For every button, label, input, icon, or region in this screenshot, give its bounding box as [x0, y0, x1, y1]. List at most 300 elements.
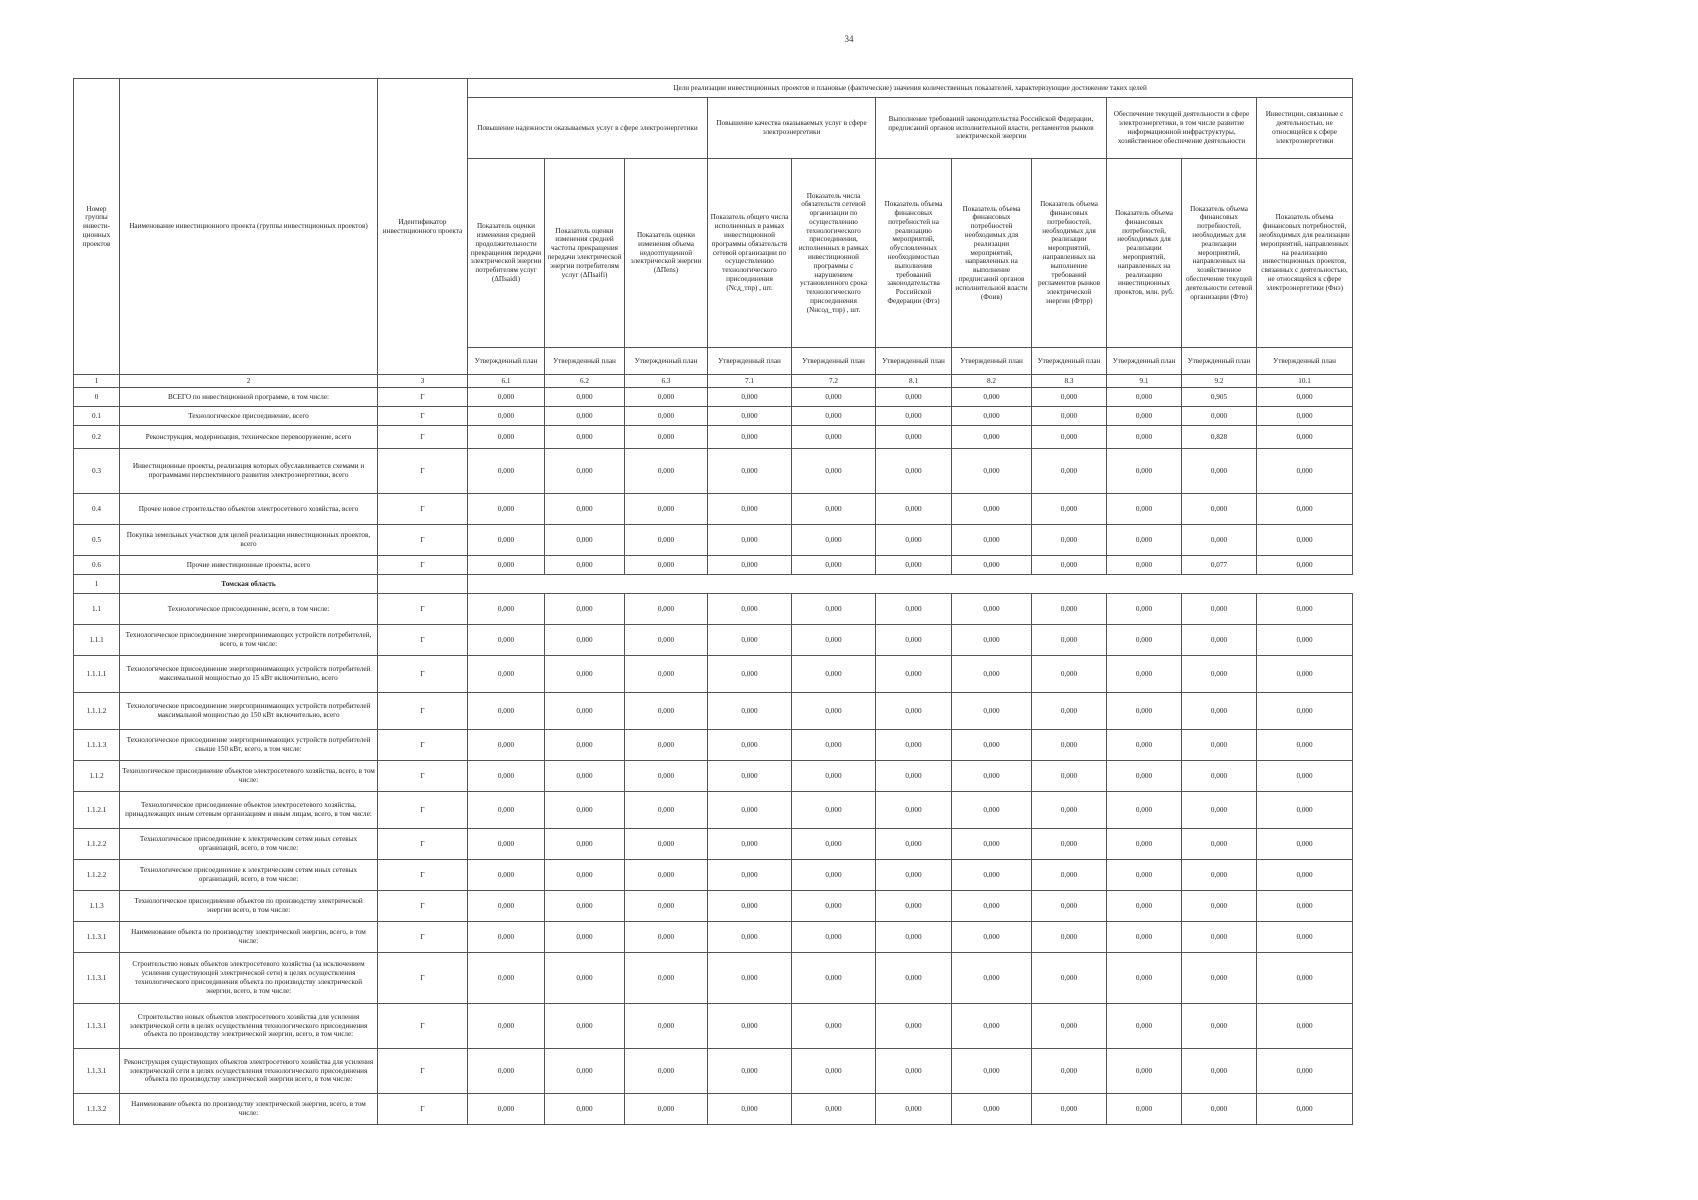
value-cell: 0,000: [708, 761, 792, 792]
value-cell: 0,000: [952, 953, 1032, 1004]
value-cell: 0,000: [1107, 388, 1182, 407]
header-plan-label: Утвержденный план: [1182, 348, 1257, 375]
table-row: [74, 388, 1353, 407]
value-cell: 0,000: [952, 556, 1032, 575]
value-cell: 0,000: [708, 494, 792, 525]
header-col-number: 6.2: [545, 375, 625, 388]
project-id: Г: [378, 891, 468, 922]
row-number: 1.1.2.2: [74, 829, 120, 860]
value-cell: 0,000: [625, 953, 708, 1004]
table-row: [74, 594, 1353, 625]
value-cell: 0,000: [1107, 1004, 1182, 1049]
project-id: Г: [378, 656, 468, 693]
value-cell: 0,000: [792, 556, 876, 575]
value-cell: 0,000: [1032, 730, 1107, 761]
value-cell: 0,000: [1257, 922, 1353, 953]
value-cell: 0,000: [1032, 388, 1107, 407]
value-cell: 0,000: [708, 1094, 792, 1125]
value-cell: 0,000: [545, 426, 625, 449]
region-row: [74, 575, 1353, 594]
header-indicator: Показатель объема финансовых потребностей, необходимых для реализации мероприятий, направленных на реализацию инвестиционных проектов, млн. руб.: [1107, 159, 1182, 348]
value-cell: 0,000: [1257, 891, 1353, 922]
value-cell: 0,000: [792, 730, 876, 761]
value-cell: 0,000: [625, 693, 708, 730]
value-cell: 0,000: [1182, 594, 1257, 625]
header-col-number: 3: [378, 375, 468, 388]
value-cell: 0,000: [952, 829, 1032, 860]
value-cell: 0,000: [708, 953, 792, 1004]
project-name: Технологическое присоединение энергопринимающих устройств потребителей максимальной мощностью до 150 кВт включительно, всего: [120, 693, 378, 730]
value-cell: 0,000: [1107, 693, 1182, 730]
value-cell: 0,000: [625, 891, 708, 922]
header-indicator: Показатель оценки изменения средней частоты прекращения передачи электрической энергии потребителям услуг (ΔПsaifi): [545, 159, 625, 348]
header-plan-label: Утвержденный план: [876, 348, 952, 375]
value-cell: 0,000: [708, 693, 792, 730]
row-number: 0.6: [74, 556, 120, 575]
value-cell: 0,000: [1182, 792, 1257, 829]
value-cell: 0,000: [876, 922, 952, 953]
value-cell: 0,000: [952, 730, 1032, 761]
value-cell: 0,000: [1107, 792, 1182, 829]
value-cell: 0,000: [876, 556, 952, 575]
project-id: Г: [378, 922, 468, 953]
table-row: [74, 449, 1353, 494]
project-id: Г: [378, 556, 468, 575]
value-cell: 0,000: [1257, 792, 1353, 829]
value-cell: 0,000: [625, 1094, 708, 1125]
header-col-number: 9.2: [1182, 375, 1257, 388]
header-col-number: 8.3: [1032, 375, 1107, 388]
value-cell: 0,000: [1257, 860, 1353, 891]
table-row: [74, 656, 1353, 693]
value-cell: 0,000: [1032, 953, 1107, 1004]
value-cell: 0,000: [1257, 730, 1353, 761]
project-name: Технологическое присоединение объектов электросетевого хозяйства, принадлежащих иным сетевым организациям и иным лицам, всего, в том числе:: [120, 792, 378, 829]
value-cell: 0,000: [468, 829, 545, 860]
value-cell: 0,000: [952, 1049, 1032, 1094]
value-cell: 0,000: [1182, 829, 1257, 860]
value-cell: 0,000: [708, 388, 792, 407]
value-cell: 0,000: [1257, 388, 1353, 407]
value-cell: 0,000: [545, 860, 625, 891]
value-cell: 0,000: [1032, 922, 1107, 953]
value-cell: 0,000: [1182, 1049, 1257, 1094]
value-cell: 0,000: [625, 449, 708, 494]
value-cell: 0,000: [625, 922, 708, 953]
row-number: 0.5: [74, 525, 120, 556]
header-indicator: Показатель объема финансовых потребностей, необходимых для реализации мероприятий, направленных на реализацию инвестиционных проектов, связанных с деятельностью, не относящейся к сфере электроэнергетики (Фнэ): [1257, 159, 1353, 348]
value-cell: 0,000: [876, 730, 952, 761]
value-cell: 0,000: [1257, 625, 1353, 656]
header-col-id: Идентификатор инвестиционного проекта: [378, 79, 468, 375]
row-number: 0.4: [74, 494, 120, 525]
project-id: Г: [378, 625, 468, 656]
value-cell: 0,000: [625, 594, 708, 625]
value-cell: 0,000: [1107, 625, 1182, 656]
value-cell: 0,000: [952, 525, 1032, 556]
row-number: 1.1.3.1: [74, 953, 120, 1004]
project-id: Г: [378, 525, 468, 556]
value-cell: 0,000: [1032, 449, 1107, 494]
value-cell: 0,000: [468, 730, 545, 761]
value-cell: 0,000: [876, 953, 952, 1004]
value-cell: 0,000: [952, 891, 1032, 922]
value-cell: 0,000: [545, 388, 625, 407]
value-cell: 0,000: [545, 891, 625, 922]
value-cell: 0,000: [1257, 761, 1353, 792]
value-cell: 0,000: [952, 922, 1032, 953]
value-cell: 0,000: [708, 594, 792, 625]
header-plan-label: Утвержденный план: [1257, 348, 1353, 375]
value-cell: 0,000: [1257, 426, 1353, 449]
value-cell: 0,000: [952, 625, 1032, 656]
table-row: [74, 829, 1353, 860]
header-goals: Цели реализации инвестиционных проектов и плановые (фактические) значения количественных показателей, характеризующие достижение таких целей: [468, 79, 1353, 98]
value-cell: 0,000: [468, 1094, 545, 1125]
project-name: ВСЕГО по инвестиционной программе, в том числе:: [120, 388, 378, 407]
empty-cell: [378, 575, 468, 594]
project-name: Технологическое присоединение, всего: [120, 407, 378, 426]
value-cell: 0,000: [876, 829, 952, 860]
project-id: Г: [378, 594, 468, 625]
header-col-number: 1: [74, 375, 120, 388]
row-number: 1.1.3.1: [74, 1049, 120, 1094]
value-cell: 0,000: [1032, 426, 1107, 449]
value-cell: 0,000: [952, 494, 1032, 525]
value-cell: 0,000: [876, 1049, 952, 1094]
value-cell: 0,000: [708, 891, 792, 922]
header-plan-label: Утвержденный план: [545, 348, 625, 375]
value-cell: 0,000: [876, 792, 952, 829]
value-cell: 0,000: [468, 792, 545, 829]
header-col-number: 8.1: [876, 375, 952, 388]
value-cell: 0,000: [1107, 1049, 1182, 1094]
row-number: 1.1.1.1: [74, 656, 120, 693]
value-cell: 0,000: [1107, 1094, 1182, 1125]
row-number: 1.1.1.2: [74, 693, 120, 730]
value-cell: 0,000: [1032, 693, 1107, 730]
value-cell: 0,000: [545, 407, 625, 426]
value-cell: 0,000: [792, 625, 876, 656]
value-cell: 0,000: [792, 693, 876, 730]
value-cell: 0,000: [545, 792, 625, 829]
value-cell: 0,000: [708, 426, 792, 449]
header-col-number: 2: [120, 375, 378, 388]
value-cell: 0,000: [1182, 922, 1257, 953]
value-cell: 0,000: [1032, 761, 1107, 792]
value-cell: 0,000: [1182, 407, 1257, 426]
value-cell: 0,000: [708, 556, 792, 575]
value-cell: 0,000: [876, 656, 952, 693]
value-cell: 0,000: [1182, 1094, 1257, 1125]
value-cell: 0,000: [1107, 761, 1182, 792]
value-cell: 0,000: [1032, 891, 1107, 922]
value-cell: 0,000: [1257, 556, 1353, 575]
value-cell: 0,000: [468, 494, 545, 525]
value-cell: 0,000: [1032, 525, 1107, 556]
value-cell: 0,000: [1257, 525, 1353, 556]
value-cell: 0,000: [1257, 449, 1353, 494]
value-cell: 0,000: [545, 556, 625, 575]
value-cell: 0,000: [625, 829, 708, 860]
value-cell: 0,000: [952, 594, 1032, 625]
value-cell: 0,000: [876, 693, 952, 730]
project-name: Реконструкция существующих объектов электросетевого хозяйства для усиления электрической сети в целях осуществления технологического присоединения объекта по производству электрической энергии всего, в том числе:: [120, 1049, 378, 1094]
value-cell: 0,000: [1107, 556, 1182, 575]
header-plan-label: Утвержденный план: [468, 348, 545, 375]
header-group-quality: Повышение качества оказываемых услуг в сфере электроэнергетики: [708, 98, 876, 159]
value-cell: 0,000: [625, 388, 708, 407]
row-number: 0.2: [74, 426, 120, 449]
value-cell: 0,000: [1032, 494, 1107, 525]
value-cell: 0,000: [468, 891, 545, 922]
header-row-col-numbers: [74, 375, 1353, 388]
project-id: Г: [378, 792, 468, 829]
row-number: 1: [74, 575, 120, 594]
value-cell: 0,000: [1182, 525, 1257, 556]
value-cell: 0,000: [1257, 829, 1353, 860]
value-cell: 0,000: [1107, 829, 1182, 860]
table-row: [74, 1049, 1353, 1094]
value-cell: 0,000: [708, 525, 792, 556]
header-plan-label: Утвержденный план: [1032, 348, 1107, 375]
value-cell: 0,000: [625, 730, 708, 761]
value-cell: 0,000: [952, 1094, 1032, 1125]
value-cell: 0,000: [468, 860, 545, 891]
value-cell: 0,000: [468, 388, 545, 407]
value-cell: 0,000: [876, 407, 952, 426]
value-cell: 0,000: [952, 407, 1032, 426]
value-cell: 0,000: [625, 860, 708, 891]
value-cell: 0,000: [468, 525, 545, 556]
project-name: Технологическое присоединение к электрическим сетям иных сетевых организаций, всего, в том числе:: [120, 829, 378, 860]
project-id: Г: [378, 494, 468, 525]
row-number: 1.1.2.1: [74, 792, 120, 829]
header-col-number: 7.2: [792, 375, 876, 388]
value-cell: 0,000: [468, 693, 545, 730]
value-cell: 0,000: [1257, 693, 1353, 730]
table-row: [74, 556, 1353, 575]
value-cell: 0,000: [792, 922, 876, 953]
value-cell: 0,000: [625, 625, 708, 656]
project-id: Г: [378, 761, 468, 792]
row-number: 1.1.3.2: [74, 1094, 120, 1125]
value-cell: 0,000: [792, 953, 876, 1004]
value-cell: 0,000: [1182, 1004, 1257, 1049]
value-cell: 0,000: [792, 525, 876, 556]
value-cell: 0,000: [1182, 656, 1257, 693]
project-id: Г: [378, 730, 468, 761]
value-cell: 0,000: [952, 656, 1032, 693]
value-cell: 0,000: [545, 922, 625, 953]
value-cell: 0,000: [545, 1049, 625, 1094]
value-cell: 0,000: [952, 860, 1032, 891]
value-cell: 0,000: [708, 922, 792, 953]
value-cell: 0,000: [625, 1004, 708, 1049]
header-plan-label: Утвержденный план: [625, 348, 708, 375]
value-cell: 0,000: [468, 556, 545, 575]
project-id: Г: [378, 829, 468, 860]
value-cell: 0,000: [545, 1004, 625, 1049]
value-cell: 0,000: [1032, 792, 1107, 829]
value-cell: 0,000: [952, 693, 1032, 730]
table-row: [74, 953, 1353, 1004]
value-cell: 0,000: [876, 525, 952, 556]
value-cell: 0,000: [545, 761, 625, 792]
value-cell: 0,000: [1182, 730, 1257, 761]
value-cell: 0,000: [876, 594, 952, 625]
value-cell: 0,000: [708, 792, 792, 829]
header-indicator: Показатель числа обязательств сетевой организации по осуществлению технологического присоединения, исполненных в рамках инвестиционной программы с нарушением установленного срока технологического присоединения (Nнсод_тпр) , шт.: [792, 159, 876, 348]
value-cell: 0,000: [708, 1049, 792, 1094]
value-cell: 0,000: [1107, 407, 1182, 426]
table-row: [74, 494, 1353, 525]
value-cell: 0,000: [792, 1004, 876, 1049]
value-cell: 0,000: [1182, 860, 1257, 891]
value-cell: 0,000: [792, 449, 876, 494]
row-number: 1.1.3.1: [74, 922, 120, 953]
value-cell: 0,000: [876, 891, 952, 922]
value-cell: 0,000: [1107, 594, 1182, 625]
value-cell: 0,000: [545, 494, 625, 525]
header-col-number: 7.1: [708, 375, 792, 388]
value-cell: 0,000: [1032, 829, 1107, 860]
project-id: Г: [378, 1004, 468, 1049]
header-indicator: Показатель оценки изменения средней продолжительности прекращения передачи электрической энергии потребителям услуг (ΔПsaidi): [468, 159, 545, 348]
project-name: Наименование объекта по производству электрической энергии, всего, в том числе:: [120, 922, 378, 953]
value-cell: 0,000: [1257, 1049, 1353, 1094]
value-cell: 0,000: [792, 594, 876, 625]
value-cell: 0,000: [1032, 656, 1107, 693]
value-cell: 0,000: [1032, 1049, 1107, 1094]
value-cell: 0,000: [1107, 426, 1182, 449]
project-name: Прочее новое строительство объектов электросетевого хозяйства, всего: [120, 494, 378, 525]
value-cell: 0,000: [1182, 693, 1257, 730]
table-row: [74, 525, 1353, 556]
value-cell: 0,000: [1182, 761, 1257, 792]
header-col-number: 10.1: [1257, 375, 1353, 388]
value-cell: 0,000: [468, 426, 545, 449]
value-cell: 0,000: [468, 1004, 545, 1049]
header-row-goals: [74, 79, 1353, 98]
row-number: 1.1.1: [74, 625, 120, 656]
project-id: Г: [378, 1094, 468, 1125]
page-number: 34: [844, 34, 854, 44]
value-cell: 0,000: [625, 1049, 708, 1094]
value-cell: 0,000: [1257, 1094, 1353, 1125]
value-cell: 0,000: [876, 860, 952, 891]
value-cell: 0,000: [876, 426, 952, 449]
value-cell: 0,000: [708, 730, 792, 761]
value-cell: 0,000: [792, 388, 876, 407]
table-row: [74, 1094, 1353, 1125]
header-col-number: 9.1: [1107, 375, 1182, 388]
row-number: 1.1.2.2: [74, 860, 120, 891]
value-cell: 0,000: [625, 556, 708, 575]
project-id: Г: [378, 1049, 468, 1094]
header-indicator: Показатель оценки изменения объема недоотпущенной электрической энергии (ΔПens): [625, 159, 708, 348]
value-cell: 0,000: [1107, 730, 1182, 761]
header-indicator: Показатель объема финансовых потребностей, необходимых для реализации мероприятий, направленных на выполнение требований регламентов рынков электрической энергии (Фтрр): [1032, 159, 1107, 348]
value-cell: 0,000: [1257, 407, 1353, 426]
value-cell: 0,000: [1032, 625, 1107, 656]
header-plan-label: Утвержденный план: [792, 348, 876, 375]
region-name: Томская область: [120, 575, 378, 594]
value-cell: 0,000: [1107, 494, 1182, 525]
value-cell: 0,000: [1032, 1004, 1107, 1049]
value-cell: 0,000: [792, 1049, 876, 1094]
header-indicator: Показатель общего числа исполненных в рамках инвестиционной программы обязательств сетевой организации по осуществлению технологического присоединения (Nсд_тпр) , шт.: [708, 159, 792, 348]
value-cell: 0,000: [1032, 860, 1107, 891]
value-cell: 0,000: [625, 426, 708, 449]
project-id: Г: [378, 407, 468, 426]
table-row: [74, 860, 1353, 891]
value-cell: 0,000: [708, 449, 792, 494]
table-row: [74, 426, 1353, 449]
empty-cell: [468, 575, 1353, 594]
table-row: [74, 922, 1353, 953]
row-number: 1.1.3: [74, 891, 120, 922]
project-name: Покупка земельных участков для целей реализации инвестиционных проектов, всего: [120, 525, 378, 556]
project-name: Технологическое присоединение объектов электросетевого хозяйства, всего, в том числе:: [120, 761, 378, 792]
value-cell: 0,000: [952, 761, 1032, 792]
header-group-current-activity: Обеспечение текущей деятельности в сфере электроэнергетики, в том числе развитие информационной инфраструктуры, хозяйственное обеспечение деятельности: [1107, 98, 1257, 159]
value-cell: 0,000: [876, 449, 952, 494]
value-cell: 0,905: [1182, 388, 1257, 407]
project-name: Инвестиционные проекты, реализация которых обуславливается схемами и программами перспективного развития электроэнергетики, всего: [120, 449, 378, 494]
value-cell: 0,000: [792, 1094, 876, 1125]
value-cell: 0,000: [1107, 922, 1182, 953]
value-cell: 0,000: [545, 693, 625, 730]
value-cell: 0,000: [1107, 891, 1182, 922]
project-id: Г: [378, 388, 468, 407]
row-number: 1.1.1.3: [74, 730, 120, 761]
value-cell: 0,000: [545, 829, 625, 860]
project-name: Строительство новых объектов электросетевого хозяйства для усиления электрической сети в целях осуществления технологического присоединения объекта по производству электрической энергии, всего, в том числе:: [120, 1004, 378, 1049]
value-cell: 0,000: [625, 525, 708, 556]
value-cell: 0,000: [792, 761, 876, 792]
row-number: 1.1.3.1: [74, 1004, 120, 1049]
value-cell: 0,828: [1182, 426, 1257, 449]
value-cell: 0,000: [708, 656, 792, 693]
value-cell: 0,000: [625, 656, 708, 693]
value-cell: 0,000: [468, 407, 545, 426]
project-name: Технологическое присоединение энергопринимающих устройств потребителей, всего, в том числе:: [120, 625, 378, 656]
table-row: [74, 625, 1353, 656]
value-cell: 0,000: [468, 594, 545, 625]
project-id: Г: [378, 860, 468, 891]
value-cell: 0,000: [952, 1004, 1032, 1049]
header-group-other-investments: Инвестиции, связанные с деятельностью, не относящейся к сфере электроэнергетики: [1257, 98, 1353, 159]
row-number: 1.1: [74, 594, 120, 625]
project-name: Технологическое присоединение, всего, в том числе:: [120, 594, 378, 625]
table-row: [74, 1004, 1353, 1049]
value-cell: 0,000: [625, 792, 708, 829]
value-cell: 0,000: [708, 1004, 792, 1049]
value-cell: 0,000: [468, 953, 545, 1004]
value-cell: 0,000: [1182, 494, 1257, 525]
header-indicator: Показатель объема финансовых потребностей, необходимых для реализации мероприятий, направленных на хозяйственное обеспечение текущей деятельности сетевой организации (Фто): [1182, 159, 1257, 348]
value-cell: 0,000: [952, 426, 1032, 449]
value-cell: 0,000: [1182, 953, 1257, 1004]
value-cell: 0,000: [952, 388, 1032, 407]
value-cell: 0,000: [545, 525, 625, 556]
value-cell: 0,000: [876, 494, 952, 525]
table-row: [74, 761, 1353, 792]
value-cell: 0,000: [1257, 594, 1353, 625]
value-cell: 0,000: [1107, 656, 1182, 693]
value-cell: 0,000: [792, 860, 876, 891]
